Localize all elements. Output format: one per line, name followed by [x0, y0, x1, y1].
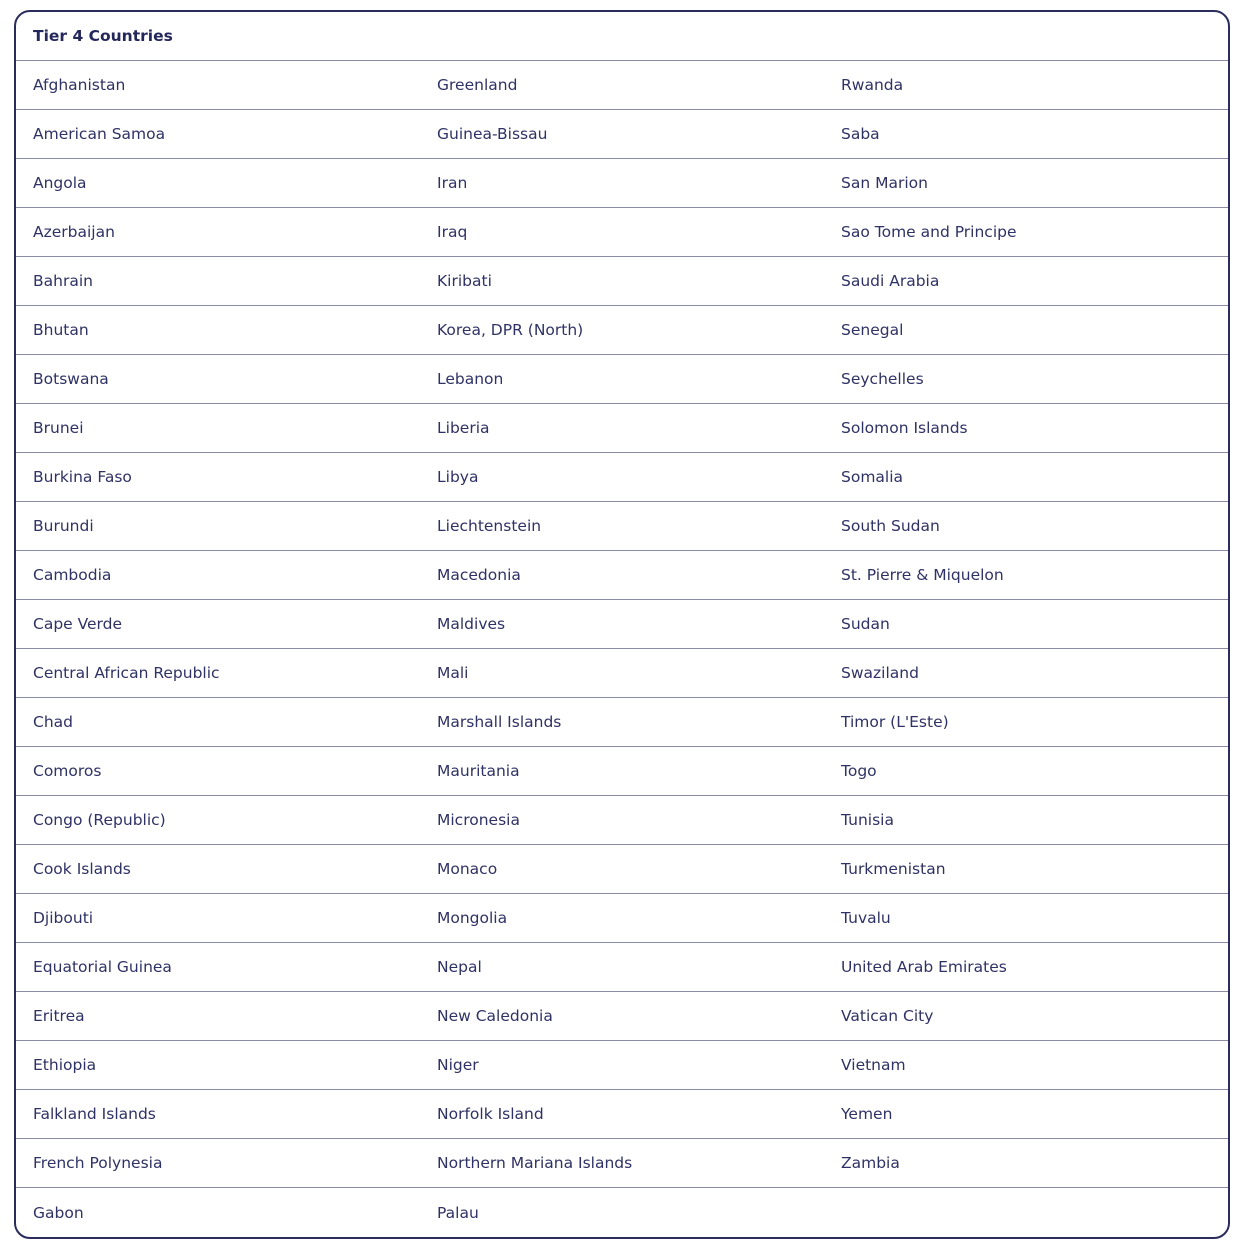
country-cell: Burundi — [33, 517, 94, 535]
country-cell: Iran — [437, 174, 468, 192]
country-cell: Korea, DPR (North) — [437, 321, 584, 339]
table-title: Tier 4 Countries — [16, 12, 1228, 61]
country-cell: Liberia — [437, 419, 490, 437]
table-row — [16, 61, 1228, 110]
country-cell: Botswana — [33, 370, 109, 388]
country-cell: Cape Verde — [33, 615, 123, 633]
country-cell: New Caledonia — [437, 1007, 553, 1025]
country-cell: Falkland Islands — [33, 1105, 156, 1123]
country-cell: Mali — [437, 664, 469, 682]
country-cell: American Samoa — [33, 125, 166, 143]
country-cell: Tunisia — [841, 811, 894, 829]
country-cell: French Polynesia — [33, 1154, 163, 1172]
country-cell: Sudan — [841, 615, 890, 633]
table-row — [16, 1188, 1228, 1237]
country-cell: Timor (L'Este) — [841, 713, 949, 731]
country-cell: Djibouti — [33, 909, 94, 927]
country-cell: Palau — [437, 1203, 479, 1222]
country-cell: Azerbaijan — [33, 223, 115, 241]
table-row — [16, 355, 1228, 404]
country-cell: Burkina Faso — [33, 468, 132, 486]
country-cell: Angola — [33, 174, 87, 192]
country-cell: Chad — [33, 713, 73, 731]
table-row — [16, 208, 1228, 257]
country-cell: Macedonia — [437, 566, 521, 584]
country-cell: Sao Tome and Principe — [841, 223, 1017, 241]
table-row — [16, 796, 1228, 845]
table-row — [16, 600, 1228, 649]
country-cell: Norfolk Island — [437, 1105, 544, 1123]
table-row — [16, 1041, 1228, 1090]
country-cell: Equatorial Guinea — [33, 958, 172, 976]
country-cell: Nepal — [437, 958, 482, 976]
table-row — [16, 992, 1228, 1041]
country-cell: Liechtenstein — [437, 517, 542, 535]
country-cell: Tuvalu — [841, 909, 891, 927]
country-cell: Rwanda — [841, 76, 904, 94]
country-cell: Greenland — [437, 76, 518, 94]
table-row — [16, 845, 1228, 894]
table-row — [16, 257, 1228, 306]
country-cell: Solomon Islands — [841, 419, 968, 437]
country-cell: Eritrea — [33, 1007, 85, 1025]
table-row — [16, 698, 1228, 747]
country-cell: Monaco — [437, 860, 498, 878]
country-cell: Vatican City — [841, 1007, 934, 1025]
country-cell: Swaziland — [841, 664, 919, 682]
country-cell: Brunei — [33, 419, 84, 437]
table-row — [16, 502, 1228, 551]
table-body — [16, 61, 1228, 1237]
country-cell: Vietnam — [841, 1056, 906, 1074]
country-cell: Bahrain — [33, 272, 93, 290]
country-cell: Senegal — [841, 321, 904, 339]
table-row — [16, 1090, 1228, 1139]
country-cell: Mongolia — [437, 909, 508, 927]
country-cell: Niger — [437, 1056, 479, 1074]
table-row — [16, 110, 1228, 159]
country-cell: Yemen — [841, 1105, 893, 1123]
country-cell: San Marion — [841, 174, 928, 192]
country-cell: Saudi Arabia — [841, 272, 940, 290]
country-cell: Turkmenistan — [841, 860, 946, 878]
country-cell: Cook Islands — [33, 860, 131, 878]
country-cell: Kiribati — [437, 272, 492, 290]
country-cell: Micronesia — [437, 811, 520, 829]
country-cell: Saba — [841, 125, 880, 143]
country-cell: Ethiopia — [33, 1056, 97, 1074]
table-row — [16, 404, 1228, 453]
country-cell: Guinea-Bissau — [437, 125, 548, 143]
country-cell: Congo (Republic) — [33, 811, 166, 829]
country-cell: South Sudan — [841, 517, 940, 535]
table-row — [16, 649, 1228, 698]
country-cell: Togo — [841, 762, 877, 780]
table-row — [16, 159, 1228, 208]
table-row — [16, 551, 1228, 600]
country-cell: Gabon — [33, 1203, 84, 1222]
table-row — [16, 453, 1228, 502]
country-cell: Central African Republic — [33, 664, 220, 682]
countries-table — [14, 10, 1230, 1239]
country-cell: Mauritania — [437, 762, 520, 780]
country-cell: Cambodia — [33, 566, 112, 584]
country-cell: St. Pierre & Miquelon — [841, 566, 1004, 584]
country-cell: Bhutan — [33, 321, 89, 339]
country-cell: Seychelles — [841, 370, 924, 388]
country-cell: Marshall Islands — [437, 713, 562, 731]
table-row — [16, 894, 1228, 943]
country-cell: Zambia — [841, 1154, 900, 1172]
table-row — [16, 306, 1228, 355]
country-cell: Comoros — [33, 762, 102, 780]
country-cell: Afghanistan — [33, 76, 126, 94]
country-cell: Iraq — [437, 223, 468, 241]
country-cell: Somalia — [841, 468, 904, 486]
table-row — [16, 747, 1228, 796]
table-row — [16, 943, 1228, 992]
country-cell: Maldives — [437, 615, 506, 633]
country-cell: Lebanon — [437, 370, 504, 388]
country-cell: Libya — [437, 468, 479, 486]
table-row — [16, 1139, 1228, 1188]
country-cell: United Arab Emirates — [841, 958, 1007, 976]
country-cell: Northern Mariana Islands — [437, 1154, 633, 1172]
